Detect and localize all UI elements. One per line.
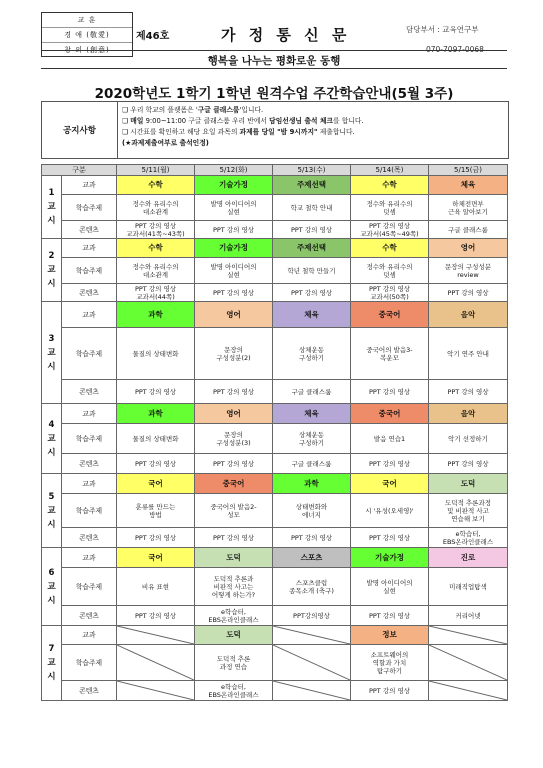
motto-line: 경 애 (敬愛)	[42, 28, 132, 43]
period-label: 4 교 시	[42, 404, 62, 474]
content-cell: PPT 강의 영상	[429, 380, 508, 404]
content-cell: 구글 클래스룸	[273, 454, 351, 474]
table-row	[42, 239, 508, 258]
letter-title: 가 정 통 신 문	[221, 26, 351, 44]
subject-cell: 도덕	[195, 548, 273, 568]
content-cell: PPT 강의 영상 교과서(45쪽~49쪽)	[351, 221, 429, 239]
empty-cell-slash	[429, 626, 507, 644]
table-row	[42, 176, 508, 195]
phone-number: 070-7097-0068	[426, 45, 484, 54]
subject-cell: 영어	[429, 239, 508, 258]
table-row	[42, 645, 508, 681]
table-row	[42, 568, 508, 606]
row-label: 교과	[62, 548, 117, 568]
topic-cell: 시 '유성(오세영)'	[351, 494, 429, 528]
topic-cell: 도덕적 추론 과정 연습	[195, 645, 273, 681]
subject-cell	[117, 626, 195, 645]
topic-cell: 물질의 상태변화	[117, 328, 195, 380]
content-cell: e학습터, EBS온라인클래스	[429, 528, 508, 548]
row-label: 학습주제	[62, 328, 117, 380]
notice-label: 공지사항	[42, 102, 118, 158]
topic-cell: 도덕적 추론과 비판적 사고는 어떻게 하는가?	[195, 568, 273, 606]
notice-line: (★과제제출여부로 출석인정)	[122, 139, 209, 147]
row-label: 콘텐츠	[62, 284, 117, 302]
divider	[41, 68, 507, 69]
row-label: 교과	[62, 176, 117, 195]
notice-lines	[122, 105, 506, 149]
divider	[41, 50, 507, 51]
content-cell: e학습터, EBS온라인클래스	[195, 606, 273, 626]
topic-cell: 훈류를 만드는 방법	[117, 494, 195, 528]
period-label: 6 교 시	[42, 548, 62, 626]
subject-cell: 음악	[429, 302, 508, 328]
table-row	[42, 380, 508, 404]
topic-cell: 문장의 구성성분 review	[429, 258, 508, 284]
empty-cell-slash	[117, 681, 194, 700]
topic-cell: 문장의 구성성분(2)	[195, 328, 273, 380]
row-label: 학습주제	[62, 645, 117, 681]
notice-line: ❑ 매일 9:00~11:00 구글 클래스룸 우리 반에서 담임선생님 출석 체크를 합니다.	[122, 117, 364, 125]
row-label: 콘텐츠	[62, 221, 117, 239]
header-cell: 구분	[42, 165, 117, 176]
topic-cell: 문장의 구성성분(3)	[195, 424, 273, 454]
subject-cell: 도덕	[429, 474, 508, 494]
subject-cell: 기술가정	[351, 548, 429, 568]
subject-cell: 정보	[351, 626, 429, 645]
topic-cell: 도덕적 추론과정 및 비판적 사고 연습해 보기	[429, 494, 508, 528]
topic-cell: 물질의 상태변화	[117, 424, 195, 454]
topic-cell: 하체전면부 근육 알아보기	[429, 195, 508, 221]
table-header-row	[42, 165, 508, 176]
content-cell: PPT 강의 영상	[351, 681, 429, 701]
topic-cell: 소프트웨어의 역할과 가치 탐구하기	[351, 645, 429, 681]
content-cell: PPT 강의 영상	[195, 284, 273, 302]
topic-cell: 학년 철학 만들기	[273, 258, 351, 284]
motto-line: 창 의 (創意)	[64, 46, 110, 54]
topic-cell: 스포츠클럽 종목소개 (축구)	[273, 568, 351, 606]
subject-cell: 도덕	[195, 626, 273, 645]
table-row	[42, 284, 508, 302]
table-row	[42, 626, 508, 645]
subject-cell: 국어	[351, 474, 429, 494]
subject-cell: 중국어	[351, 302, 429, 328]
topic-cell: 정수와 유리수의 덧셈	[351, 258, 429, 284]
subject-cell: 국어	[117, 548, 195, 568]
department: 담당부서 : 교육연구부	[406, 25, 479, 34]
row-label: 콘텐츠	[62, 681, 117, 701]
slogan: 행복을 나누는 평화로운 동행	[207, 55, 341, 67]
table-row	[42, 328, 508, 380]
row-label: 콘텐츠	[62, 454, 117, 474]
content-cell: PPT 강의 영상	[195, 221, 273, 239]
period-label: 1 교 시	[42, 176, 62, 239]
row-label: 교과	[62, 626, 117, 645]
empty-cell-slash	[117, 645, 194, 680]
subject-cell: 진로	[429, 548, 508, 568]
topic-cell: 중국어의 발음3- 복운모	[351, 328, 429, 380]
row-label: 학습주제	[62, 568, 117, 606]
row-label: 학습주제	[62, 195, 117, 221]
content-cell: PPT 강의 영상	[429, 454, 508, 474]
content-cell: PPT 강의 영상 교과서(50쪽)	[351, 284, 429, 302]
row-label: 콘텐츠	[62, 606, 117, 626]
content-cell: PPT 강의 영상	[117, 606, 195, 626]
topic-cell: 정수와 유리수의 대소관계	[117, 195, 195, 221]
row-label: 콘텐츠	[62, 380, 117, 404]
row-label: 교과	[62, 404, 117, 424]
subject-cell: 기술가정	[195, 239, 273, 258]
content-cell: PPT 강의 영상	[195, 528, 273, 548]
table-row	[42, 195, 508, 221]
content-cell: PPT 강의 영상	[273, 528, 351, 548]
subject-cell: 수학	[351, 176, 429, 195]
subject-cell: 과학	[117, 302, 195, 328]
table-row	[42, 404, 508, 424]
subject-cell: 영어	[195, 404, 273, 424]
subject-cell: 과학	[117, 404, 195, 424]
subject-cell: 수학	[117, 239, 195, 258]
subject-cell: 영어	[195, 302, 273, 328]
topic-cell: 비유 표현	[117, 568, 195, 606]
row-label: 학습주제	[62, 494, 117, 528]
topic-cell: 정수와 유리수의 덧셈	[351, 195, 429, 221]
table-row	[42, 681, 508, 701]
content-cell: PPT 강의 영상 교과서(44쪽)	[117, 284, 195, 302]
table-row	[42, 606, 508, 626]
subject-cell: 체육	[273, 302, 351, 328]
content-cell: PPT 강의 영상	[117, 454, 195, 474]
content-cell: PPT 강의 영상	[117, 380, 195, 404]
period-label: 3 교 시	[42, 302, 62, 404]
subject-cell	[429, 626, 508, 645]
row-label: 학습주제	[62, 424, 117, 454]
subject-cell	[273, 626, 351, 645]
content-cell: PPT 강의 영상	[351, 454, 429, 474]
subject-cell: 중국어	[195, 474, 273, 494]
notice-box	[41, 101, 509, 159]
subject-cell: 주제선택	[273, 176, 351, 195]
subject-cell: 음악	[429, 404, 508, 424]
empty-cell-slash	[117, 626, 194, 644]
notice-line: ❑ 시간표를 확인하고 해당 요일 과목의 과제를 당일 "밤 9시까지" 제출합니다.	[122, 128, 355, 136]
table-row	[42, 474, 508, 494]
content-cell: PPT 강의 영상	[117, 528, 195, 548]
empty-cell-slash	[429, 645, 507, 680]
table-row	[42, 424, 508, 454]
content-cell	[117, 681, 195, 701]
content-cell: 커리어넷	[429, 606, 508, 626]
row-label: 교과	[62, 239, 117, 258]
page-title: 2020학년도 1학기 1학년 원격수업 주간학습안내(5월 3주)	[94, 86, 454, 102]
subject-cell: 체육	[273, 404, 351, 424]
subject-cell: 체육	[429, 176, 508, 195]
topic-cell: 발명 아이디어의 실현	[195, 258, 273, 284]
topic-cell: 미래직업탐색	[429, 568, 508, 606]
table-row	[42, 494, 508, 528]
table-row	[42, 454, 508, 474]
content-cell: PPT 강의 영상	[195, 380, 273, 404]
subject-cell: 국어	[117, 474, 195, 494]
topic-cell: 발음 연습1	[351, 424, 429, 454]
topic-cell: 악기 연주 안내	[429, 328, 508, 380]
content-cell	[273, 681, 351, 701]
content-cell: PPT 강의 영상	[273, 284, 351, 302]
content-cell: 구글 클래스룸	[273, 380, 351, 404]
topic-cell: 상체운동 구성하기	[273, 424, 351, 454]
topic-cell	[117, 645, 195, 681]
topic-cell	[273, 645, 351, 681]
subject-cell: 기술가정	[195, 176, 273, 195]
notice-line: ❑ 우리 학교의 플랫폼은 '구글 클래스룸'입니다.	[122, 106, 264, 114]
row-label: 교과	[62, 302, 117, 328]
schedule-table	[41, 164, 508, 701]
content-cell: e학습터, EBS온라인클래스	[195, 681, 273, 701]
table-row	[42, 548, 508, 568]
subject-cell: 과학	[273, 474, 351, 494]
content-cell: PPT 강의 영상	[351, 380, 429, 404]
subject-cell: 수학	[351, 239, 429, 258]
subject-cell: 주제선택	[273, 239, 351, 258]
content-cell: PPT 강의 영상	[429, 284, 508, 302]
header-cell: 5/11(월)	[117, 165, 195, 176]
subject-cell: 중국어	[351, 404, 429, 424]
empty-cell-slash	[273, 626, 350, 644]
period-label: 5 교 시	[42, 474, 62, 548]
issue-number: 제46호	[136, 31, 170, 42]
row-label: 학습주제	[62, 258, 117, 284]
topic-cell	[429, 645, 508, 681]
header-cell: 5/15(금)	[429, 165, 508, 176]
topic-cell: 상체운동 구성하기	[273, 328, 351, 380]
content-cell: PPT 강의 영상	[351, 528, 429, 548]
topic-cell: 상태변화와 에너지	[273, 494, 351, 528]
content-cell: PPT 강의 영상 교과서(41쪽~43쪽)	[117, 221, 195, 239]
motto-line: 교 훈	[42, 13, 132, 28]
topic-cell: 정수와 유리수의 대소관계	[117, 258, 195, 284]
content-cell: PPT 강의 영상	[351, 606, 429, 626]
content-cell: PPT 강의 영상	[273, 221, 351, 239]
period-label: 2 교 시	[42, 239, 62, 302]
empty-cell-slash	[273, 645, 350, 680]
topic-cell: 발명 아이디어의 실현	[195, 195, 273, 221]
empty-cell-slash	[273, 681, 350, 700]
subject-cell: 스포츠	[273, 548, 351, 568]
empty-cell-slash	[429, 681, 507, 700]
topic-cell: 학교 철학 안내	[273, 195, 351, 221]
row-label: 교과	[62, 474, 117, 494]
header-cell: 5/12(화)	[195, 165, 273, 176]
period-label: 7 교 시	[42, 626, 62, 701]
subject-cell: 수학	[117, 176, 195, 195]
header-cell: 5/14(목)	[351, 165, 429, 176]
table-row	[42, 528, 508, 548]
table-row	[42, 258, 508, 284]
topic-cell: 악기 선정하기	[429, 424, 508, 454]
table-row	[42, 302, 508, 328]
topic-cell: 발명 아이디어의 실현	[351, 568, 429, 606]
header-cell: 5/13(수)	[273, 165, 351, 176]
content-cell	[429, 681, 508, 701]
table-row	[42, 221, 508, 239]
topic-cell: 중국어의 발음2- 성모	[195, 494, 273, 528]
content-cell: PPT강의영상	[273, 606, 351, 626]
content-cell: 구글 클래스룸	[429, 221, 508, 239]
row-label: 콘텐츠	[62, 528, 117, 548]
content-cell: PPT 강의 영상	[195, 454, 273, 474]
